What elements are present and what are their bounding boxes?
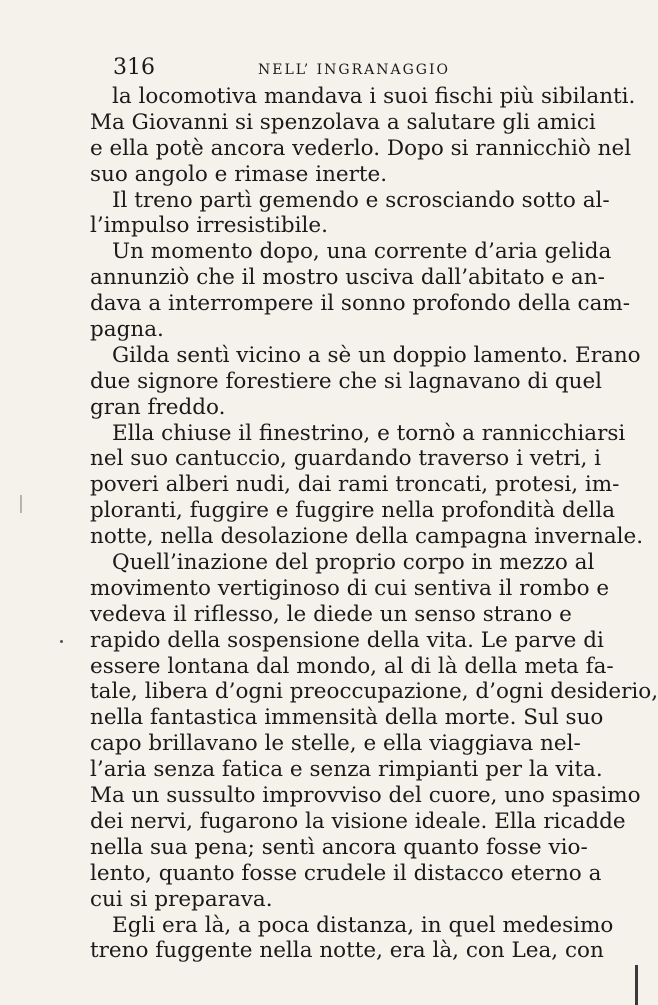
text-line: dei nervi, fugarono la visione ideale. Ella ricadde (90, 808, 626, 834)
text-line: gran freddo. (90, 394, 226, 420)
paragraph (90, 84, 636, 188)
paragraph (90, 239, 631, 343)
text-line: movimento vertiginoso di cui sentiva il rombo e (90, 575, 610, 601)
paragraph (90, 912, 614, 965)
text-line: nella fantastica immensità della morte. Sul suo (90, 705, 604, 731)
text-line: Egli era là, a poca distanza, in quel medesimo (112, 912, 614, 938)
text-line: Un momento dopo, una corrente d’aria gelida (112, 239, 612, 265)
text-line: rapido della sospensione della vita. Le parve di (90, 627, 604, 653)
paragraph (90, 420, 644, 550)
text-line: suo angolo e rimase inerte. (90, 161, 388, 187)
text-line: Il treno partì gemendo e scrosciando sotto al- (112, 187, 610, 213)
paragraph (90, 550, 658, 912)
text-line: Ella chiuse il finestrino, e tornò a rannicchiarsi (112, 420, 626, 446)
text-line: e ella potè ancora vederlo. Dopo si rannicchiò nel (90, 135, 632, 161)
paragraph (90, 342, 641, 421)
text-line: cui si preparava. (90, 886, 273, 912)
text-line: annunziò che il mostro usciva dall’abitato e an- (90, 265, 605, 291)
page-header (90, 52, 570, 84)
text-line: capo brillavano le stelle, e ella viaggiava nel- (90, 731, 581, 757)
text-line: due signore forestiere che si lagnavano di quel (90, 368, 603, 394)
margin-scan-mark (20, 495, 22, 513)
text-line: vedeva il riflesso, le diede un senso strano e (90, 601, 572, 627)
text-line: notte, nella desolazione della campagna invernale. (90, 524, 644, 550)
text-line: treno fuggente nella notte, era là, con Lea, con (90, 938, 604, 964)
paragraph (90, 187, 610, 240)
text-line: l’aria senza fatica e senza rimpianti per la vita. (90, 757, 603, 783)
text-line: nella sua pena; sentì ancora quanto fosse vio- (90, 834, 588, 860)
running-head: NELL’ INGRANAGGIO (258, 62, 450, 78)
text-line: dava a interrompere il sonno profondo della cam- (90, 291, 631, 317)
text-line: tale, libera d’ogni preoccupazione, d’ogni desiderio, (90, 679, 658, 705)
text-line: poveri alberi nudi, dai rami troncati, protesi, im- (90, 472, 620, 498)
text-line: Ma Giovanni si spenzolava a salutare gli amici (90, 109, 596, 135)
text-line: nel suo cantuccio, guardando traverso i vetri, i (90, 446, 601, 472)
text-line: essere lontana dal mondo, al di là della meta fa- (90, 653, 614, 679)
text-line: ploranti, fuggire e fuggire nella profondità della (90, 498, 616, 524)
text-line: lento, quanto fosse crudele il distacco eterno a (90, 860, 602, 886)
text-line: l’impulso irresistibile. (90, 213, 328, 239)
body-text (90, 84, 658, 964)
page-edge-mark (635, 965, 638, 1005)
text-line: Ma un sussulto improvviso del cuore, uno spasimo (90, 783, 641, 809)
text-line: Quell’inazione del proprio corpo in mezzo al (112, 550, 595, 576)
text-line: la locomotiva mandava i suoi fischi più sibilanti. (112, 84, 636, 109)
text-line: pagna. (90, 317, 164, 343)
page-number: 316 (113, 55, 155, 80)
margin-speck (60, 640, 63, 643)
text-line: Gilda sentì vicino a sè un doppio lamento. Erano (112, 342, 641, 368)
